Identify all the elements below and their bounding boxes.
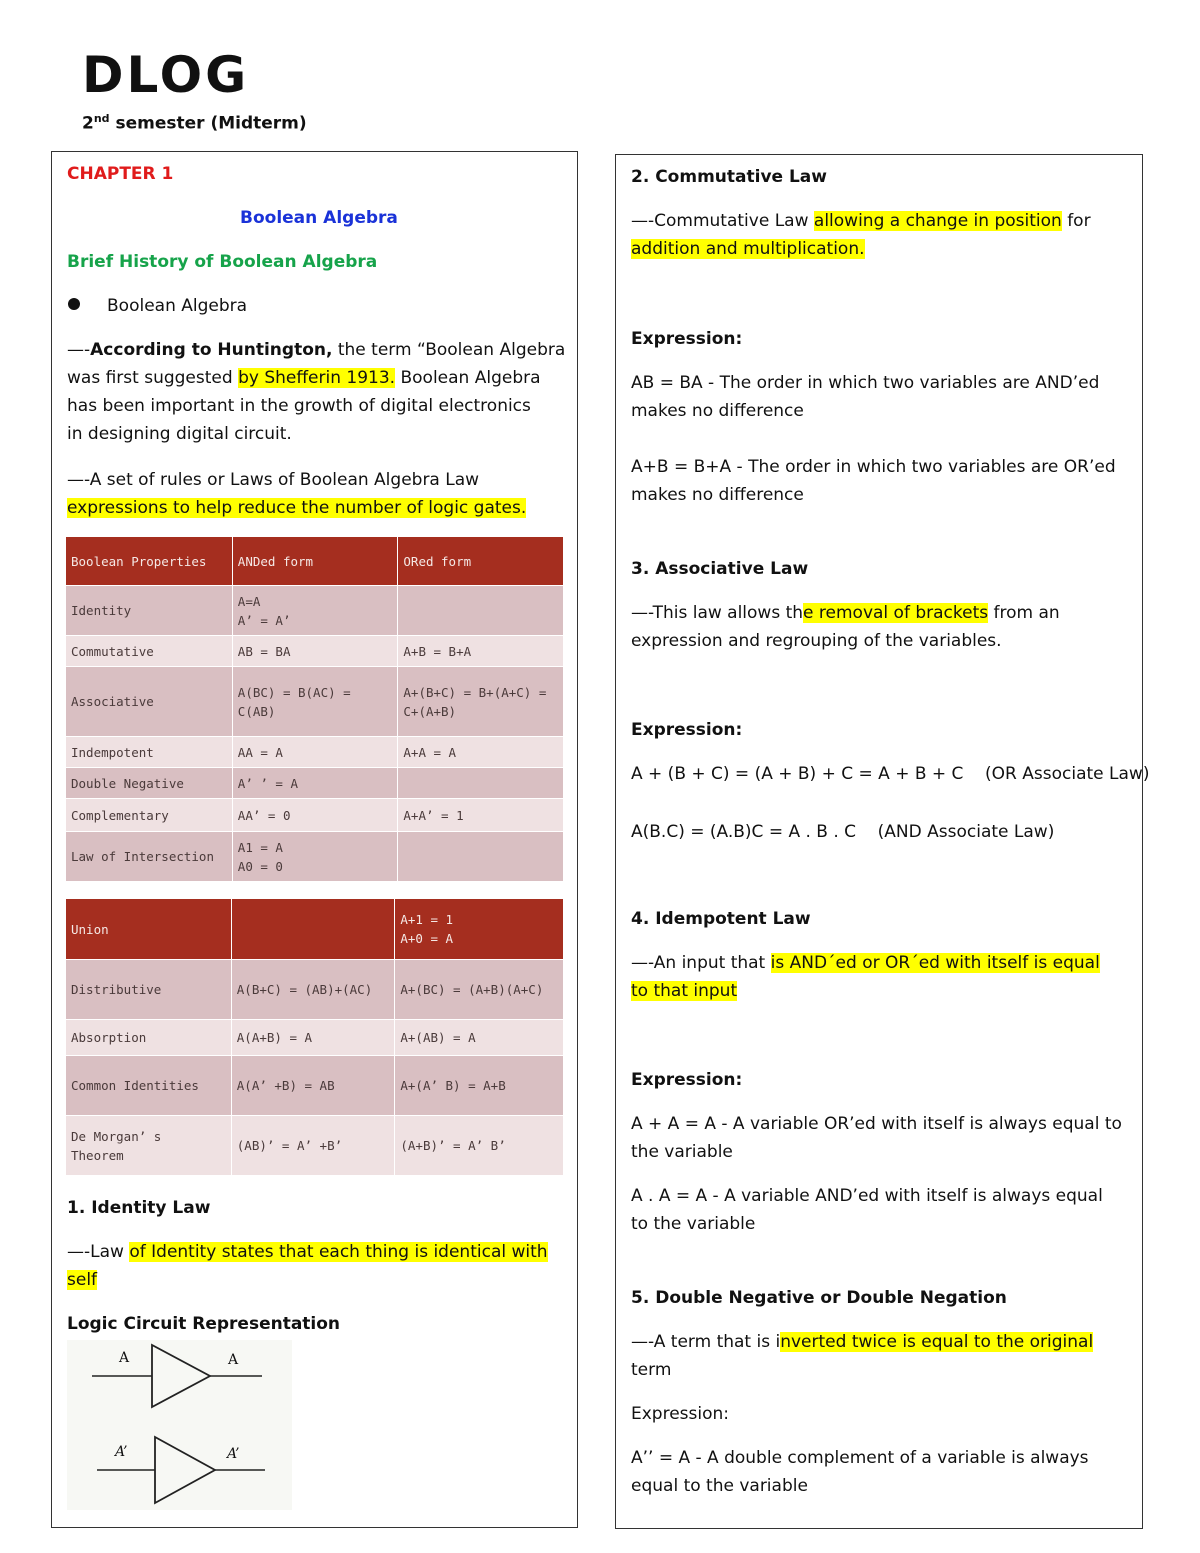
history-heading: Brief History of Boolean Algebra	[67, 252, 378, 272]
table-cell: A+(AB) = A	[395, 1020, 564, 1056]
topic-title: Boolean Algebra	[240, 208, 398, 228]
table-header-cell	[231, 899, 395, 960]
table-cell: A=A A’ = A’	[232, 586, 398, 636]
table-cell: A+B = B+A	[398, 636, 564, 667]
history-line-4: in designing digital circuit.	[67, 424, 292, 444]
bullet-text: Boolean Algebra	[107, 296, 248, 316]
idempotent-expr-2b: to the variable	[631, 1214, 756, 1234]
table-cell: Complementary	[66, 799, 233, 832]
history-line-3: has been important in the growth of digital electronics	[67, 396, 531, 416]
table-cell: Associative	[66, 667, 233, 737]
gate2-output-label: A’	[227, 1446, 240, 1462]
table-row	[66, 960, 564, 1020]
circuit-heading: Logic Circuit Representation	[67, 1314, 341, 1334]
commutative-expr-2a: A+B = B+A - The order in which two variables are OR’ed	[631, 457, 1116, 477]
double-negative-expr-1b: equal to the variable	[631, 1476, 808, 1496]
table-cell: Identity	[66, 586, 233, 636]
table-cell: A(BC) = B(AC) = C(AB)	[232, 667, 398, 737]
boolean-properties-table	[65, 536, 564, 882]
table-row	[66, 768, 564, 799]
table-cell: A+(B+C) = B+(A+C) = C+(A+B)	[398, 667, 564, 737]
commutative-line-1: —-Commutative Law allowing a change in position for	[631, 211, 1091, 231]
table-cell: AA’ = 0	[232, 799, 398, 832]
table-cell: Common Identities	[66, 1056, 232, 1116]
table-row	[66, 586, 564, 636]
logic-circuit-diagram	[67, 1340, 292, 1510]
history-line-2: was first suggested by Shefferin 1913. Boolean Algebra	[67, 368, 541, 388]
table-row	[66, 1020, 564, 1056]
table-cell	[398, 586, 564, 636]
double-negative-expression-label: Expression:	[631, 1404, 730, 1424]
idempotent-expression-label: Expression:	[631, 1070, 743, 1090]
right-column	[615, 154, 1150, 1529]
rules-line-2: expressions to help reduce the number of logic gates.	[67, 498, 527, 518]
table-row	[66, 799, 564, 832]
commutative-expr-1a: AB = BA - The order in which two variables are AND’ed	[631, 373, 1100, 393]
commutative-expr-1b: makes no difference	[631, 401, 804, 421]
associative-line-2: expression and regrouping of the variables.	[631, 631, 1002, 651]
table-cell: A+(BC) = (A+B)(A+C)	[395, 960, 564, 1020]
commutative-line-2: addition and multiplication.	[631, 239, 865, 259]
left-column	[51, 151, 578, 1528]
double-negative-heading: 5. Double Negative or Double Negation	[631, 1288, 1007, 1308]
gate1-input-label: A	[119, 1350, 130, 1366]
table-cell: Commutative	[66, 636, 233, 667]
table-cell: Distributive	[66, 960, 232, 1020]
table-row	[66, 1056, 564, 1116]
associative-expression-label: Expression:	[631, 720, 743, 740]
rules-line-1: —-A set of rules or Laws of Boolean Algebra Law	[67, 470, 480, 490]
table-cell: A+A’ = 1	[398, 799, 564, 832]
table-cell: AA = A	[232, 737, 398, 768]
table-header-cell: ANDed form	[232, 537, 398, 586]
double-negative-line-1: —-A term that is inverted twice is equal to the original	[631, 1332, 1094, 1352]
history-line-1: —-According to Huntington, the term “Boolean Algebra	[67, 340, 566, 360]
table-cell: Indempotent	[66, 737, 233, 768]
idempotent-expr-1b: the variable	[631, 1142, 733, 1162]
table-row	[66, 667, 564, 737]
table-row	[66, 832, 564, 882]
commutative-expr-2b: makes no difference	[631, 485, 804, 505]
table-cell: (A+B)’ = A’ B’	[395, 1116, 564, 1176]
associative-line-1: —-This law allows the removal of brackets from an	[631, 603, 1060, 623]
gate1-output-label: A	[228, 1352, 239, 1368]
document-subtitle: 2nd semester (Midterm)	[82, 112, 307, 134]
associative-expr-2: A(B.C) = (A.B)C = A . B . C (AND Associate Law)	[631, 822, 1055, 842]
table-cell: A’ ’ = A	[232, 768, 398, 799]
table-cell: A(A+B) = A	[231, 1020, 395, 1056]
commutative-heading: 2. Commutative Law	[631, 167, 827, 187]
identity-line-2: self	[67, 1270, 98, 1290]
boolean-union-table	[65, 898, 564, 1176]
table-header-cell: Union	[66, 899, 232, 960]
table-row	[66, 636, 564, 667]
table-cell: A+A = A	[398, 737, 564, 768]
table-row	[66, 737, 564, 768]
idempotent-line-1: —-An input that is AND´ed or OR´ed with itself is equal	[631, 953, 1100, 973]
table-cell: Absorption	[66, 1020, 232, 1056]
idempotent-line-2: to that input	[631, 981, 738, 1001]
gate2-input-label: A’	[115, 1444, 128, 1460]
table-header-row	[66, 537, 564, 586]
table-cell: (AB)’ = A’ +B’	[231, 1116, 395, 1176]
document-title: DLOG	[82, 46, 250, 104]
table-header-cell: Boolean Properties	[66, 537, 233, 586]
table-header-cell: A+1 = 1 A+0 = A	[395, 899, 564, 960]
table-cell: De Morgan’ s Theorem	[66, 1116, 232, 1176]
idempotent-heading: 4. Idempotent Law	[631, 909, 811, 929]
associative-expr-1: A + (B + C) = (A + B) + C = A + B + C (OR Associate Law)	[631, 764, 1150, 784]
table-cell: A(B+C) = (AB)+(AC)	[231, 960, 395, 1020]
bullet-icon	[68, 298, 80, 310]
table-cell: A1 = A A0 = 0	[232, 832, 398, 882]
table-row	[66, 1116, 564, 1176]
chapter-label: CHAPTER 1	[67, 164, 174, 184]
table-cell: Law of Intersection	[66, 832, 233, 882]
table-cell: A+(A’ B) = A+B	[395, 1056, 564, 1116]
table-cell	[398, 832, 564, 882]
table-cell: A(A’ +B) = AB	[231, 1056, 395, 1116]
double-negative-line-2: term	[631, 1360, 672, 1380]
idempotent-expr-2a: A . A = A - A variable AND’ed with itself is always equal	[631, 1186, 1103, 1206]
double-negative-expr-1a: A’’ = A - A double complement of a variable is always	[631, 1448, 1089, 1468]
table-header-cell: ORed form	[398, 537, 564, 586]
associative-heading: 3. Associative Law	[631, 559, 809, 579]
idempotent-expr-1a: A + A = A - A variable OR’ed with itself is always equal to	[631, 1114, 1122, 1134]
commutative-expression-label: Expression:	[631, 329, 743, 349]
identity-law-heading: 1. Identity Law	[67, 1198, 211, 1218]
table-cell	[398, 768, 564, 799]
table-header-row	[66, 899, 564, 960]
table-cell: AB = BA	[232, 636, 398, 667]
table-cell: Double Negative	[66, 768, 233, 799]
identity-line-1: —-Law of Identity states that each thing is identical with	[67, 1242, 548, 1262]
